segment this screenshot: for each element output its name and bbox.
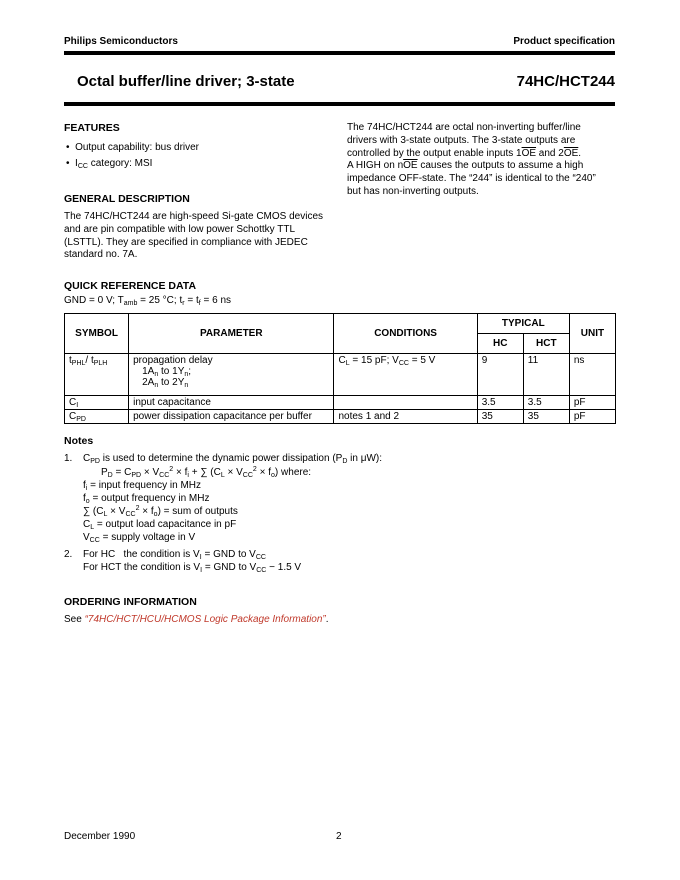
note-1-line: $C_{PD}$ is used to determine the dynamic power dissipation ($P_D$ in μW): — [83, 453, 383, 465]
table-row — [65, 354, 616, 396]
col-hct: HCT — [523, 334, 569, 354]
unit-cell: ns — [569, 354, 615, 396]
hct-cell: 35 — [523, 410, 569, 424]
symbol-cell: $C_{PD}$ — [65, 410, 129, 424]
description-paragraph — [347, 122, 617, 199]
conditions-cell — [334, 396, 477, 410]
conditions-cell: $C_L = 15$ pF; $V_{CC} = 5$ V — [334, 354, 477, 396]
feature-text: category: MSI — [90, 158, 153, 169]
quick-reference-conditions: GND = 0 V; $T_{amb} = 25$ °C; $t_r = t_f = 6$ ns — [64, 295, 232, 307]
desc-line: A HIGH on $n\overline{OE}$ causes the outputs to assume a high — [347, 160, 584, 172]
note-1-fi: $f_i$ = input frequency in MHz — [83, 480, 202, 492]
note-2-number: 2. — [64, 549, 73, 560]
symbol-cell: $t_{PHL}/$ $t_{PLH}$ — [65, 354, 129, 396]
note-1-formula: $P_D = C_{PD} \times V_{CC}^2 \times f_i$ + ∑ $(C_L \times V_{CC}^2 \times f_o)$ where: — [101, 466, 312, 479]
hct-cell: 11 — [523, 354, 569, 396]
hct-cell: 3.5 — [523, 396, 569, 410]
feature-item-1: • Output capability: bus driver — [66, 142, 200, 153]
note-1-vcc: $V_{CC}$ = supply voltage in V — [83, 532, 196, 544]
note-2-hc: For HC the condition is $V_I$ = GND to $V_{CC}$ — [83, 549, 266, 561]
col-hc: HC — [477, 334, 523, 354]
table-row — [65, 410, 616, 424]
col-parameter: PARAMETER — [129, 314, 334, 354]
table-header-row — [65, 314, 616, 334]
desc-line: but has non-inverting outputs. — [347, 185, 479, 197]
feature-item-2: • $I_{CC}$ category: MSI — [66, 158, 153, 170]
symbol-cell: $C_I$ — [65, 396, 129, 410]
parameter-cell: power dissipation capacitance per buffer — [129, 410, 334, 424]
notes-title: Notes — [64, 435, 94, 447]
page-number: 2 — [336, 831, 342, 842]
footer-date: December 1990 — [64, 831, 136, 842]
unit-cell: pF — [569, 410, 615, 424]
company-name: Philips Semiconductors — [64, 36, 178, 47]
parameter-cell: propagation delay $1A_n$ to $1Y_n$; $2A_n$ to $2Y_n$ — [129, 354, 334, 396]
desc-line: controlled by the output enable inputs $1\overline{OE}$ and $2\overline{OE}$. — [347, 147, 582, 159]
note-1-fo: $f_o$ = output frequency in MHz — [83, 493, 210, 505]
note-1-sum: ∑ $(C_L \times V_{CC}^2 \times f_o)$ = sum of outputs — [83, 505, 238, 518]
page-title: Octal buffer/line driver; 3-state — [77, 73, 295, 90]
col-unit: UNIT — [569, 314, 615, 354]
note-1-cl: $C_L$ = output load capacitance in pF — [83, 519, 237, 531]
package-info-link[interactable]: “74HC/HCT/HCU/HCMOS Logic Package Information” — [84, 614, 326, 625]
ordering-title: ORDERING INFORMATION — [64, 596, 197, 608]
desc-line: The 74HC/HCT244 are octal non-inverting buffer/line — [347, 122, 581, 133]
note-2-hct: For HCT the condition is $V_I$ = GND to $V_{CC} - 1.5$ V — [83, 562, 302, 574]
ordering-text: See “74HC/HCT/HCU/HCMOS Logic Package Information”. — [64, 614, 329, 625]
col-typical: TYPICAL — [477, 314, 569, 334]
hc-cell: 35 — [477, 410, 523, 424]
general-description-title: GENERAL DESCRIPTION — [64, 193, 190, 205]
table-row — [65, 396, 616, 410]
header-rule-bottom — [64, 102, 615, 106]
part-number: 74HC/HCT244 — [516, 73, 615, 90]
desc-line: drivers with 3-state outputs. The 3-state outputs are — [347, 134, 576, 146]
feature-text: Output capability: bus driver — [75, 142, 200, 153]
general-description-text: The 74HC/HCT244 are high-speed Si-gate CMOS devices and are pin compatible with low power Schottky TTL (LSTTL). They are specified in compliance with JEDEC standard no. 7A. — [64, 211, 324, 261]
conditions-cell: notes 1 and 2 — [334, 410, 477, 424]
quick-reference-table — [64, 313, 616, 424]
desc-line: impedance OFF-state. The “244” is identical to the “240” — [347, 173, 596, 185]
doc-type: Product specification — [513, 36, 615, 47]
header-rule-top — [64, 51, 615, 55]
parameter-cell: input capacitance — [129, 396, 334, 410]
hc-cell: 3.5 — [477, 396, 523, 410]
note-1-number: 1. — [64, 453, 73, 464]
features-title: FEATURES — [64, 122, 120, 134]
col-symbol: SYMBOL — [65, 314, 129, 354]
hc-cell: 9 — [477, 354, 523, 396]
quick-reference-title: QUICK REFERENCE DATA — [64, 280, 197, 292]
unit-cell: pF — [569, 396, 615, 410]
col-conditions: CONDITIONS — [334, 314, 477, 354]
